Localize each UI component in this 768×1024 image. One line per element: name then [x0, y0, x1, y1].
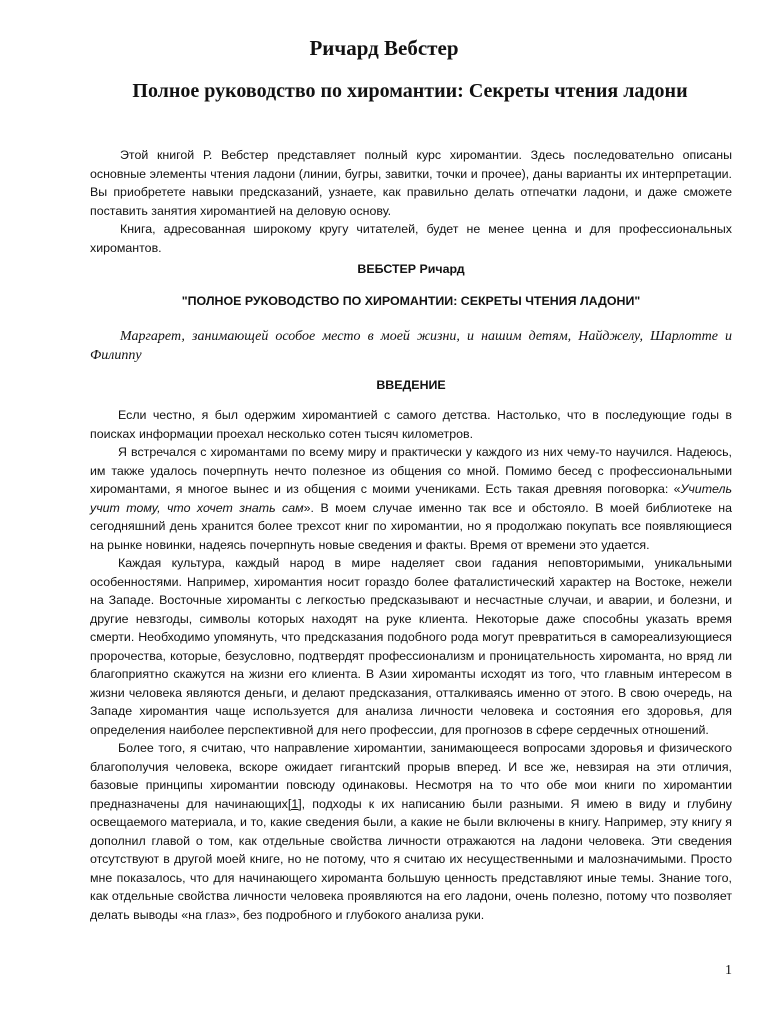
- intro-text: Я встречался с хиромантами по всему миру и практически у каждого из них чему-то научился. Надеюсь, им также удалось почерпнуть нечто полезное из общения со мной. Помимо бесед с профессиональными хиромантами, я многое вынес и из общения с моими учениками. Есть такая древняя поговорка: «: [90, 445, 732, 496]
- footnote-link[interactable]: [1]: [287, 796, 302, 811]
- intro-paragraph: [90, 443, 732, 554]
- annotation: [90, 146, 732, 257]
- intro-paragraph: [90, 739, 732, 924]
- intro-paragraph: Каждая культура, каждый народ в мире наделяет свои гадания неповторимыми, уникальными особенностями. Например, хиромантия носит гораздо более фаталистический характер на Востоке, нежели на Западе. Восточные хироманты с легкостью предсказывают и несчастные случаи, и аварии, и болезни, и другие невзгоды, символы которых находят на руке клиента. Некоторые даже способны указать время смерти. Необходимо упомянуть, что предсказания подобного рода могут превратиться в самореализующиеся пророчества, которые, безусловно, подтвердят профессионализм и проницательность хироманта, но вряд ли благоприятно скажутся на жизни его клиента. В Азии хироманты исходят из того, что главным интересом в жизни человека являются деньги, и делают предсказания, отталкиваясь именно от этого. В свою очередь, на Западе хиромантия чаще используется для анализа личности человека и состояния его здоровья, для определения наиболее перспективной для него профессии, для прогнозов в сфере сердечных отношений.: [90, 556, 732, 737]
- intro-text: ». В моем случае именно так все и обстояло. В моей библиотеке на сегодняшний день хранится более трехсот книг по хиромантии, но я продолжаю покупать все появляющиеся на рынке новинки, надеясь почерпнуть новые сведения и факты. Время от времени это удается.: [90, 500, 732, 552]
- annotation-paragraph: Этой книгой Р. Вебстер представляет полный курс хиромантии. Здесь последовательно описаны основные элементы чтения ладони (линии, бугры, завитки, точки и прочее), даны варианты их интерпретации. Вы приобретете навыки предсказаний, узнаете, как правильно делать отпечатки ладони, и даже сможете поставить занятия хиромантией на деловую основу.: [90, 148, 732, 218]
- intro-paragraph: Если честно, я был одержим хиромантией с самого детства. Настолько, что в последующие годы в поисках информации проехал несколько сотен тысяч километров.: [90, 408, 732, 441]
- introduction-text: [90, 406, 732, 924]
- book-title: Полное руководство по хиромантии: Секреты чтения ладони: [132, 80, 688, 102]
- author-caps-heading: ВЕБСТЕР Ричард: [357, 262, 465, 276]
- page-number: 1: [725, 963, 732, 978]
- title-caps-heading: "ПОЛНОЕ РУКОВОДСТВО ПО ХИРОМАНТИИ: СЕКРЕТЫ ЧТЕНИЯ ЛАДОНИ": [181, 294, 641, 308]
- proverb-quote: Учитель учит тому, что хочет знать сам: [90, 482, 732, 515]
- intro-heading: ВВЕДЕНИЕ: [376, 378, 446, 392]
- author-name: Ричард Вебстер: [309, 36, 459, 60]
- dedication: Маргарет, занимающей особое место в моей жизни, и нашим детям, Найджелу, Шарлотте и Филиппу: [90, 329, 732, 363]
- intro-text: Более того, я считаю, что направление хиромантии, занимающееся вопросами здоровья и физического благополучия человека, вскоре ожидает гигантский прорыв вперед. И все же, невзирая на эти отличия, базовые принципы хиромантии повсюду одинаковы. Несмотря на то что обе мои книги по хиромантии предназначены для начинающих: [90, 741, 732, 811]
- intro-text: , подходы к их написанию были разными. Я имею в виду и глубину освещаемого материала, и то, какие сведения были, а какие не были включены в книгу. Например, эту книгу я дополнил главой о том, как отдельные свойства личности отражаются на ладони человека. Эти сведения отсутствуют в другой моей книге, но не потому, что я считаю их несущественными и малозначимыми. Просто мне показалось, что для начинающего хироманта большую ценность представляют иные темы. Знание того, как отдельные свойства личности человека проявляются на его ладони, очень полезно, потому что позволяет делать выводы «на глаз», без подробного и глубокого анализа руки.: [90, 796, 733, 922]
- annotation-paragraph: Книга, адресованная широкому кругу читателей, будет не менее ценна и для профессиональных хиромантов.: [90, 222, 732, 255]
